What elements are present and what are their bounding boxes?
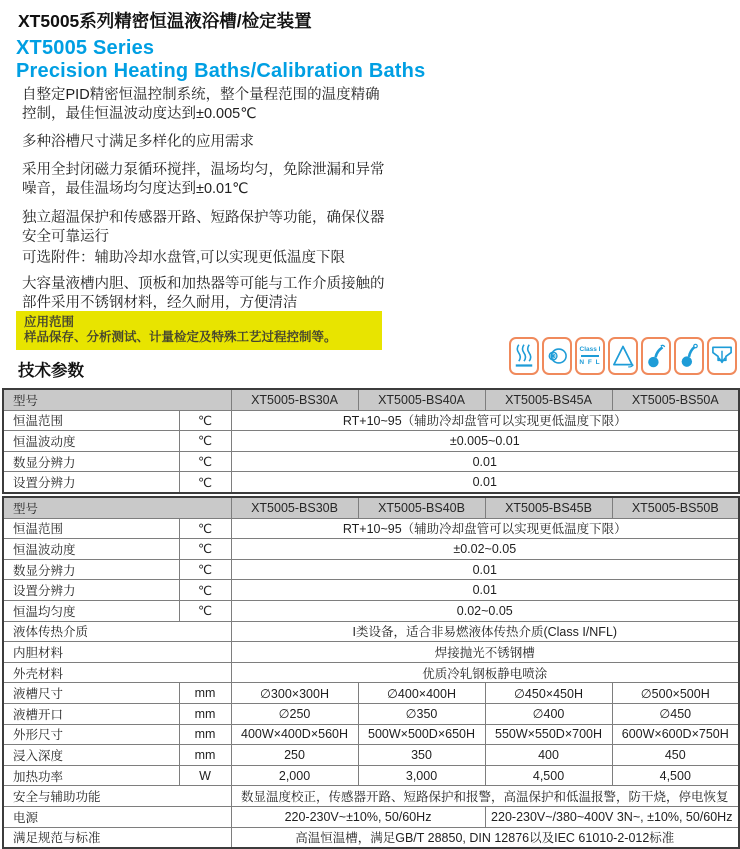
series-title-en: XT5005 Series bbox=[16, 37, 155, 59]
spec-label: 液槽尺寸 bbox=[3, 683, 179, 704]
spec-value: 数显温度校正，传感器开路、短路保护和报警，高温保护和低温报警，防干烧，停电恢复 bbox=[231, 786, 739, 807]
model-name: XT5005-BS40B bbox=[358, 497, 485, 518]
spec-unit: ℃ bbox=[179, 410, 231, 431]
spec-label: 恒温波动度 bbox=[3, 539, 179, 560]
model-header-row bbox=[3, 497, 739, 518]
spec-row bbox=[3, 451, 739, 472]
spec-label: 电源 bbox=[3, 806, 231, 827]
spec-value: 0.02~0.05 bbox=[231, 600, 739, 621]
spec-row bbox=[3, 472, 739, 493]
spec-label: 液槽开口 bbox=[3, 703, 179, 724]
spec-value: 220-230V~/380~400V 3N~, ±10%, 50/60Hz bbox=[485, 806, 739, 827]
spec-value: 220-230V~±10%, 50/60Hz bbox=[231, 806, 485, 827]
spec-label: 恒温波动度 bbox=[3, 431, 179, 452]
spec-value: ∅500×500H bbox=[612, 683, 739, 704]
certification-icon-strip bbox=[509, 337, 737, 375]
heat-waves-icon bbox=[509, 337, 539, 375]
spec-value: 高温恒温槽，满足GB/T 28850, DIN 12876以及IEC 61010-2-012标准 bbox=[231, 827, 739, 848]
feature-optional-accessory: 可选附件：辅助冷却水盘管,可以实现更低温度下限 bbox=[22, 250, 346, 266]
spec-label: 安全与辅助功能 bbox=[3, 786, 231, 807]
application-scope-title: 应用范围 bbox=[24, 315, 75, 329]
technical-parameters-heading: 技术参数 bbox=[18, 362, 84, 380]
spec-value: ∅400 bbox=[485, 703, 612, 724]
spec-unit: ℃ bbox=[179, 600, 231, 621]
series-subtitle-en: Precision Heating Baths/Calibration Baths bbox=[16, 60, 426, 82]
spec-table-a-body bbox=[3, 389, 739, 493]
spec-row bbox=[3, 703, 739, 724]
thermometer-icon bbox=[641, 337, 671, 375]
spec-value: 3,000 bbox=[358, 765, 485, 786]
spec-row bbox=[3, 580, 739, 601]
spec-value: 4,500 bbox=[612, 765, 739, 786]
spec-row bbox=[3, 410, 739, 431]
spec-row bbox=[3, 683, 739, 704]
spec-value: 2,000 bbox=[231, 765, 358, 786]
spec-row bbox=[3, 600, 739, 621]
spec-label: 数显分辨力 bbox=[3, 451, 179, 472]
spec-row bbox=[3, 806, 739, 827]
spec-value: ∅450×450H bbox=[485, 683, 612, 704]
model-header-row bbox=[3, 389, 739, 410]
spec-label: 外壳材料 bbox=[3, 662, 231, 683]
spec-unit: ℃ bbox=[179, 539, 231, 560]
spec-label: 浸入深度 bbox=[3, 745, 179, 766]
spec-row bbox=[3, 745, 739, 766]
spec-row bbox=[3, 827, 739, 848]
spec-label: 满足规范与标准 bbox=[3, 827, 231, 848]
spec-unit: mm bbox=[179, 724, 231, 745]
spec-row bbox=[3, 518, 739, 539]
model-row-label: 型号 bbox=[3, 389, 231, 410]
class-nfl-icon bbox=[575, 337, 605, 375]
spec-value: 4,500 bbox=[485, 765, 612, 786]
spec-label: 恒温范围 bbox=[3, 410, 179, 431]
spec-value: 250 bbox=[231, 745, 358, 766]
spec-label: 设置分辨力 bbox=[3, 472, 179, 493]
spec-value: 500W×500D×650H bbox=[358, 724, 485, 745]
spec-label: 内胆材料 bbox=[3, 642, 231, 663]
spec-value: 450 bbox=[612, 745, 739, 766]
model-name: XT5005-BS40A bbox=[358, 389, 485, 410]
model-name: XT5005-BS50B bbox=[612, 497, 739, 518]
spec-unit: ℃ bbox=[179, 559, 231, 580]
spec-value: RT+10~95（辅助冷却盘管可以实现更低温度下限） bbox=[231, 518, 739, 539]
model-name: XT5005-BS30A bbox=[231, 389, 358, 410]
spec-value: 400 bbox=[485, 745, 612, 766]
spec-value: 0.01 bbox=[231, 580, 739, 601]
spec-row bbox=[3, 765, 739, 786]
spec-label: 液体传热介质 bbox=[3, 621, 231, 642]
drain-icon bbox=[707, 337, 737, 375]
feature-magnetic-pump: 采用全封闭磁力泵循环搅拌，温场均匀，免除泄漏和异常噪音，最佳温场均匀度达到±0.01℃ bbox=[22, 162, 385, 197]
spec-unit: ℃ bbox=[179, 580, 231, 601]
spec-value: 0.01 bbox=[231, 559, 739, 580]
spec-value: ∅450 bbox=[612, 703, 739, 724]
feature-pid-control: 自整定PID精密恒温控制系统，整个量程范围的温度精确控制，最佳恒温波动度达到±0.005℃ bbox=[22, 87, 380, 122]
spec-value: ∅350 bbox=[358, 703, 485, 724]
spec-value: 焊接抛光不锈钢槽 bbox=[231, 642, 739, 663]
application-scope-text: 样品保存、分析测试、计量检定及特殊工艺过程控制等。 bbox=[24, 330, 337, 344]
spec-label: 恒温均匀度 bbox=[3, 600, 179, 621]
model-name: XT5005-BS45A bbox=[485, 389, 612, 410]
spec-unit: ℃ bbox=[179, 472, 231, 493]
spec-label: 恒温范围 bbox=[3, 518, 179, 539]
model-name: XT5005-BS30B bbox=[231, 497, 358, 518]
spec-row bbox=[3, 642, 739, 663]
spec-row bbox=[3, 431, 739, 452]
spec-value: 0.01 bbox=[231, 472, 739, 493]
spec-unit: mm bbox=[179, 683, 231, 704]
spec-row bbox=[3, 786, 739, 807]
spec-label: 数显分辨力 bbox=[3, 559, 179, 580]
spec-table-b-body bbox=[3, 497, 739, 848]
spec-row bbox=[3, 559, 739, 580]
thermometer-probe-icon bbox=[674, 337, 704, 375]
model-row-label: 型号 bbox=[3, 497, 231, 518]
class-nfl-divider bbox=[581, 355, 599, 357]
spec-row bbox=[3, 621, 739, 642]
feature-protection: 独立超温保护和传感器开路、短路保护等功能，确保仪器安全可靠运行 bbox=[22, 210, 385, 245]
spec-value: ±0.005~0.01 bbox=[231, 431, 739, 452]
spec-unit: ℃ bbox=[179, 451, 231, 472]
spec-table-series-b bbox=[2, 496, 740, 849]
spec-row bbox=[3, 539, 739, 560]
spec-table-series-a bbox=[2, 388, 740, 494]
spec-unit: W bbox=[179, 765, 231, 786]
spec-unit: mm bbox=[179, 745, 231, 766]
spec-unit: ℃ bbox=[179, 518, 231, 539]
spec-value: RT+10~95（辅助冷却盘管可以实现更低温度下限） bbox=[231, 410, 739, 431]
spec-value: 0.01 bbox=[231, 451, 739, 472]
alarm-triangle-icon bbox=[608, 337, 638, 375]
class-nfl-top-label: Class I bbox=[579, 346, 601, 353]
spec-value: ∅250 bbox=[231, 703, 358, 724]
spec-value: 350 bbox=[358, 745, 485, 766]
page-title: XT5005系列精密恒温液浴槽/检定装置 bbox=[18, 11, 312, 31]
spec-value: ∅300×300H bbox=[231, 683, 358, 704]
circulation-pump-icon bbox=[542, 337, 572, 375]
feature-bath-sizes: 多种浴槽尺寸满足多样化的应用需求 bbox=[22, 134, 254, 150]
spec-label: 加热功率 bbox=[3, 765, 179, 786]
spec-row bbox=[3, 662, 739, 683]
class-nfl-bottom-label: N F L bbox=[579, 359, 601, 366]
spec-value: 400W×400D×560H bbox=[231, 724, 358, 745]
spec-label: 设置分辨力 bbox=[3, 580, 179, 601]
spec-value: ±0.02~0.05 bbox=[231, 539, 739, 560]
spec-value: 600W×600D×750H bbox=[612, 724, 739, 745]
spec-unit: mm bbox=[179, 703, 231, 724]
spec-value: I类设备，适合非易燃液体传热介质(Class I/NFL) bbox=[231, 621, 739, 642]
spec-value: ∅400×400H bbox=[358, 683, 485, 704]
application-scope-box bbox=[16, 311, 382, 350]
model-name: XT5005-BS50A bbox=[612, 389, 739, 410]
spec-unit: ℃ bbox=[179, 431, 231, 452]
feature-stainless-steel: 大容量液槽内胆、顶板和加热器等可能与工作介质接触的部件采用不锈钢材料，经久耐用，方便清洁 bbox=[22, 276, 385, 311]
spec-row bbox=[3, 724, 739, 745]
model-name: XT5005-BS45B bbox=[485, 497, 612, 518]
spec-value: 550W×550D×700H bbox=[485, 724, 612, 745]
spec-label: 外形尺寸 bbox=[3, 724, 179, 745]
spec-value: 优质冷轧钢板静电喷涂 bbox=[231, 662, 739, 683]
